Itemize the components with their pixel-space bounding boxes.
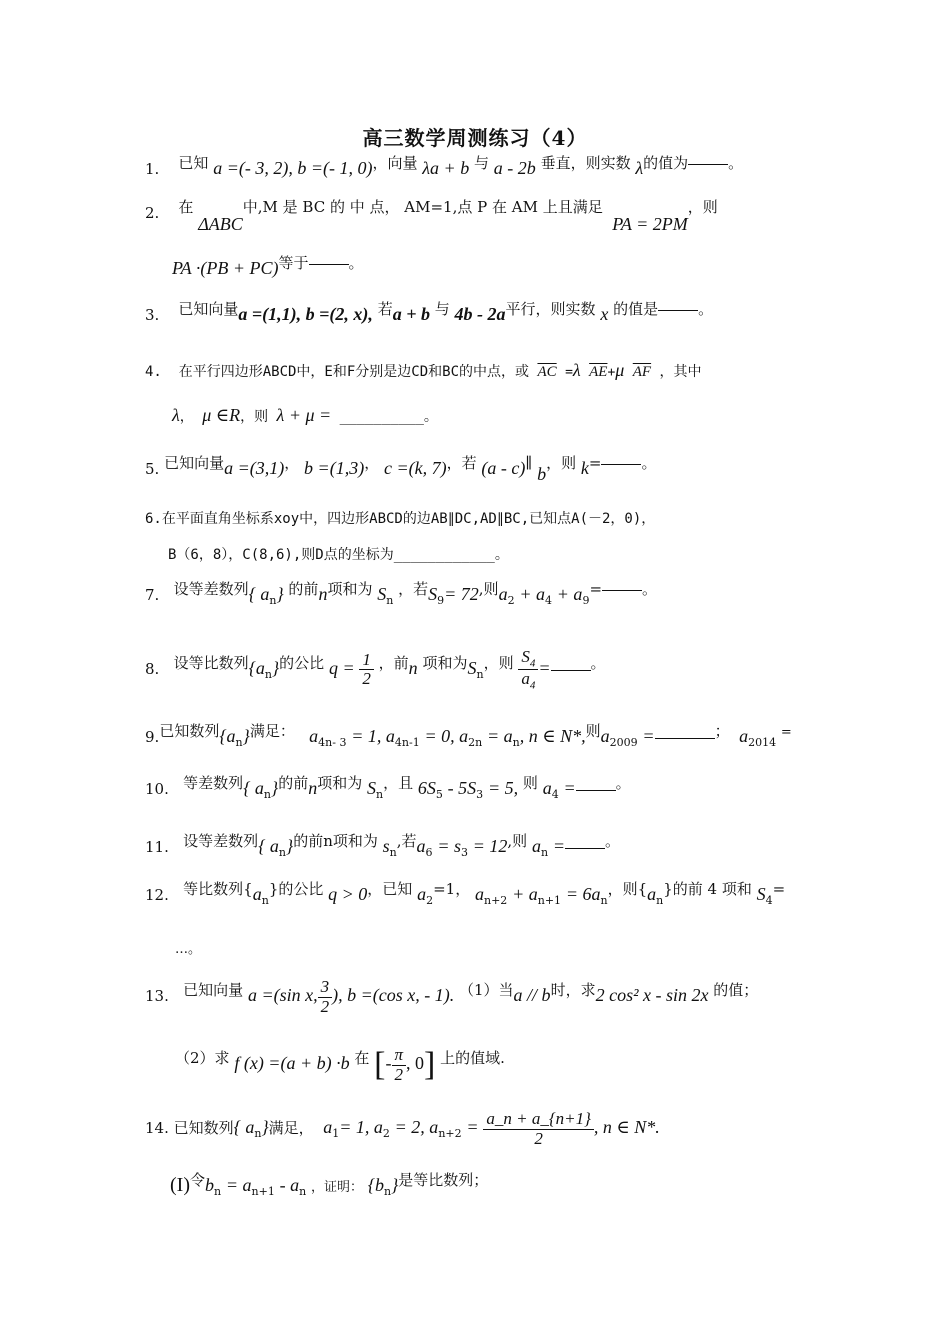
answer-blank (688, 163, 728, 165)
problem-9: 9.已知数列$\{a_n\}$满足： $a_{4n- 3} = 1$, $a_{4n-1} = 0$, $a_{2n} = a_n$, n ∈ N*,则$a_{2009}$ = ； $a_{2014}$ = (145, 722, 792, 749)
vector-ae: $\overline{AE}$ (589, 364, 608, 380)
problem-3: 3. 已知向量a =(1,1), b =(2, x), 若a + b 与 4b - 2a平行，则实数 x 的值是 。 (145, 300, 714, 324)
problem-6: 6.在平面直角坐标系xoy中，四边形ABCD的边AB∥DC,AD∥BC,已知点A(－2，0)， (145, 511, 656, 527)
answer-blank: __________ (339, 409, 424, 425)
answer-blank: ____________ (393, 547, 495, 563)
problem-number: 8. (145, 659, 160, 678)
problem-number: 11. (145, 838, 169, 856)
problem-11: 11. 设等差数列{ $a_n$}的前n项和为 $s_n$,若$a_6 = s_3 = 12$,则 $a_n$ = 。 (145, 832, 621, 859)
answer-blank (551, 669, 591, 671)
problem-5: 5. 已知向量a =(3,1)， b =(1,3)， c =(k, 7)，若 (a - c)∥ b，则 k= 。 (145, 454, 657, 484)
problem-number: 12. (145, 886, 169, 904)
fraction: $\frac{\pi}{2}$ (392, 1046, 407, 1084)
problem-12: 12. 等比数列$\{a_n\}$的公比 q > 0，已知 $a_2=1$， $a_{n+2} + a_{n+1} = 6a_n$，则$\{a_n\}$的前 4 项和 $S_4=$ (145, 880, 786, 907)
problem-7: 7. 设等差数列{ $a_n$} 的前n项和为 $S_n$ ，若$S_9= 72$,则$a_2 + a_4 + a_9=$ 。 (145, 580, 658, 607)
answer-blank (309, 263, 349, 265)
math-expression: PA = 2PM (612, 214, 688, 234)
answer-blank (655, 737, 715, 739)
fraction: $\frac{3}{2}$ (318, 978, 333, 1016)
answer-blank (658, 309, 698, 311)
math-expression: PA ·(PB + PC) (172, 258, 279, 278)
math-expression: a =(- 3, 2), b =(- 1, 0) (213, 158, 373, 178)
problem-10: 10. 等差数列{ $a_n$}的前n项和为 $S_n$，且 $6S_5 - 5S_3 = 5$, 则 $a_4$ = 。 (145, 774, 631, 801)
problem-number: 13. (145, 987, 169, 1006)
problem-number: 2. (145, 204, 160, 222)
math-expression: a =(1,1), b =(2, x), (238, 304, 373, 324)
fraction: $\frac{1}{2}$ (359, 651, 374, 689)
page-title: 高三数学周测练习（4） (362, 126, 588, 150)
vector-af: $\overline{AF}$ (632, 364, 652, 380)
answer-blank (576, 789, 616, 791)
math-expression: a + b (392, 304, 430, 324)
fraction: $\frac{a\_n + a\_\{n+1\}}{2}$ (483, 1110, 594, 1148)
problem-number: 6. (145, 511, 162, 527)
problem-12-cont: …。 (175, 942, 202, 957)
problem-number: 3. (145, 306, 160, 324)
math-expression: a - 2b (493, 158, 536, 178)
problem-4-cont: λ， μ ∈R，则 λ + μ = __________。 (172, 405, 438, 425)
problem-2: 2. 在 ΔABC中,M 是 BC 的 中 点， AM=1,点 P 在 AM 上且满足 PA = 2PM，则 (145, 198, 718, 234)
vector-ac: $\overline{AC}$ (537, 364, 557, 380)
problem-number: 5. (145, 460, 160, 478)
problem-number: 9. (145, 728, 160, 746)
problem-number: 14. (145, 1119, 169, 1138)
problem-2-cont: PA ·(PB + PC)等于 。 (172, 254, 364, 278)
math-expression: 4b - 2a (454, 304, 506, 324)
answer-blank (602, 589, 642, 591)
problem-1: 1. 已知 a =(- 3, 2), b =(- 1, 0)，向量 λa + b 与 a - 2b 垂直，则实数 λ的值为 。 (145, 154, 744, 178)
answer-blank (601, 463, 641, 465)
math-expression: λa + b (422, 158, 470, 178)
problem-4: 4. 在平行四边形ABCD中，E和F分别是边CD和BC的中点，或 $\overline{AC} =\lambda$ $\overline{AE}+\mu$ $\overline{AF}$ ，其中 (145, 360, 702, 380)
problem-number: 4. (145, 364, 162, 380)
problem-6-cont: B（6，8），C(8,6),则D点的坐标为____________。 (168, 547, 509, 563)
problem-number: 7. (145, 586, 160, 604)
problem-14-part-1: (I)令$b_n = a_{n+1} - a_n$ ，证明： $\{b_n\}$是等比数列； (170, 1171, 489, 1198)
problem-number: 10. (145, 780, 169, 798)
answer-blank (565, 847, 605, 849)
fraction: $\frac{S_4}{a_4}$ (518, 648, 538, 692)
problem-13-cont: （2）求 f (x) =(a + b) ·b 在 [- $\frac{\pi}{2}$ , 0] 上的值域. (175, 1045, 505, 1084)
math-expression: ΔABC (198, 214, 243, 234)
problem-13: 13. 已知向量 a =(sin x, $\frac{3}{2}$ ), b =(cos x, - 1). （1）当a // b时，求2 cos² x - sin 2x 的值； (145, 977, 759, 1016)
problem-14: 14. 已知数列{ $a_n$}满足， $a_1= 1$, $a_2 = 2$, $a_{n+2}$ = $\frac{a\_n + a\_\{n+1\}}{2}$ , n ∈ N*. (145, 1109, 660, 1148)
problem-8: 8. 设等比数列$\{a_n\}$的公比 q = $\frac{1}{2}$ ，前n 项和为$S_n$，则 $\frac{S_4}{a_4}$ = 。 (145, 647, 606, 692)
problem-number: 1. (145, 160, 160, 178)
